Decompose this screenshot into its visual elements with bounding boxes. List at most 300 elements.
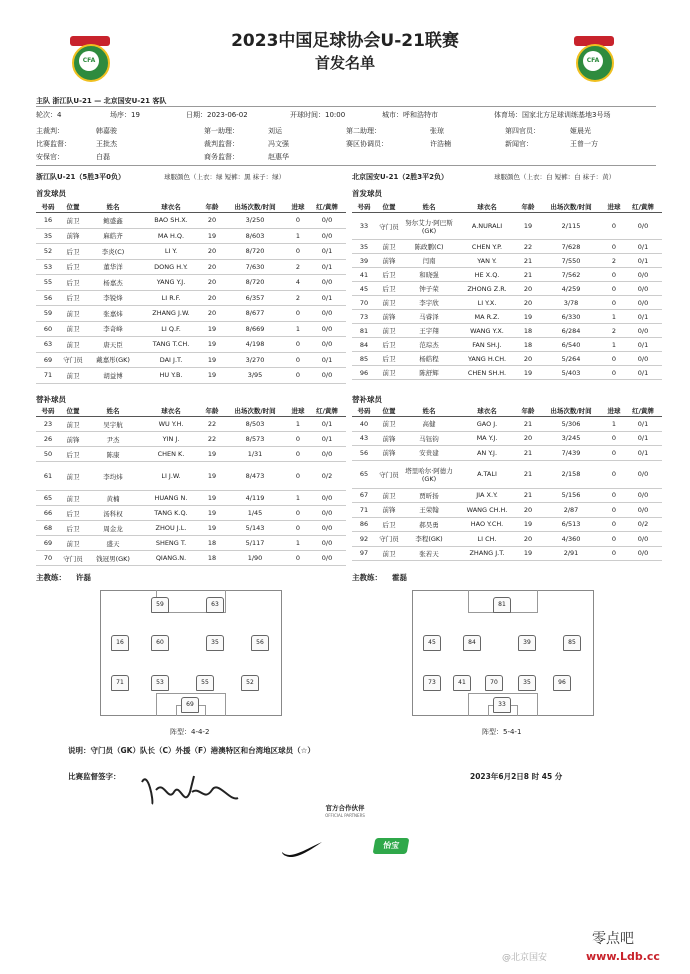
table-cell: LI CH.	[456, 532, 518, 547]
table-row	[36, 491, 346, 506]
table-cell: GAO J.	[456, 417, 518, 432]
table-cell: 7/562	[538, 268, 604, 282]
table-row	[36, 462, 346, 491]
table-cell: 0/1	[624, 446, 662, 461]
table-cell: 0/0	[308, 536, 346, 551]
table-cell: 0/1	[308, 417, 346, 432]
security: 白磊	[96, 153, 110, 161]
table-cell: 3/250	[222, 213, 288, 229]
shirt-icon: 16	[111, 635, 129, 651]
table-cell: 0	[604, 282, 624, 296]
table-cell: 97	[352, 546, 376, 561]
refsup: 冯文强	[268, 140, 289, 148]
table-cell: 19	[518, 546, 538, 561]
col-header: 球衣名	[456, 405, 518, 417]
table-cell: A.TALI	[456, 460, 518, 488]
table-cell: 0	[604, 517, 624, 532]
table-cell: 21	[518, 460, 538, 488]
col-header: 姓名	[86, 405, 140, 417]
table-cell: 鲍盛鑫	[86, 213, 140, 229]
table-cell: 0	[604, 503, 624, 518]
shirt-icon: 85	[563, 635, 581, 651]
table-cell: 0	[288, 551, 308, 566]
table-cell: 5/117	[222, 536, 288, 551]
table-cell: 18	[202, 536, 222, 551]
table-cell: 后卫	[60, 259, 86, 275]
away-team-line: 北京国安U-21（2胜3平2负）	[352, 173, 448, 181]
away-coach-label: 主教练：	[352, 573, 382, 582]
table-cell: 19	[518, 517, 538, 532]
table-cell: 63	[36, 337, 60, 353]
table-cell: 钱冠男(GK)	[86, 551, 140, 566]
table-cell: MA R.Z.	[456, 310, 518, 324]
table-cell: FAN SH.J.	[456, 338, 518, 352]
table-cell: 守门员	[60, 352, 86, 368]
table-cell: 前卫	[60, 213, 86, 229]
table-cell: 96	[352, 366, 376, 380]
table-cell: 7/630	[222, 259, 288, 275]
table-cell: 4/119	[222, 491, 288, 506]
away-starters-table	[352, 201, 662, 380]
col-header: 进球	[288, 201, 308, 213]
table-cell: YAN Y.	[456, 254, 518, 268]
shirt-icon: 70	[485, 675, 503, 691]
table-row	[36, 337, 346, 353]
table-cell: 0/0	[624, 282, 662, 296]
yibao-logo: 怡宝	[373, 838, 410, 854]
table-cell: 0/1	[624, 431, 662, 446]
table-cell: 0	[288, 521, 308, 536]
away-kit: 球服颜色（上衣：白 短裤：白 袜子：黄）	[494, 173, 616, 181]
table-cell: 1	[288, 417, 308, 432]
col-header: 球衣名	[140, 405, 202, 417]
kickoff: 开球时间：10:00	[290, 111, 346, 119]
cfa-logo-right: CFA	[572, 36, 616, 90]
table-cell: 1/90	[222, 551, 288, 566]
table-row	[352, 532, 662, 547]
press-label: 新闻官：	[505, 140, 533, 148]
venue-mgr-label: 赛区协调员：	[346, 140, 388, 148]
table-cell: 后卫	[60, 290, 86, 306]
page-subtitle: 首发名单	[314, 54, 375, 72]
table-row	[36, 321, 346, 337]
col-header: 进球	[288, 405, 308, 417]
table-cell: WANG Y.X.	[456, 324, 518, 338]
table-cell: JIA X.Y.	[456, 488, 518, 503]
table-cell: 麻皓齐	[86, 228, 140, 244]
table-cell: LI Y.X.	[456, 296, 518, 310]
table-cell: 6/513	[538, 517, 604, 532]
table-row	[352, 282, 662, 296]
table-row	[352, 338, 662, 352]
home-kit: 球服颜色（上衣：绿 短裤：黑 袜子：绿）	[164, 173, 286, 181]
table-cell: MA H.Q.	[140, 228, 202, 244]
table-cell: 39	[352, 254, 376, 268]
col-header: 位置	[60, 201, 86, 213]
table-cell: CHEN K.	[140, 447, 202, 462]
table-cell: 0/0	[624, 324, 662, 338]
table-cell: 0/0	[308, 506, 346, 521]
table-cell: 20	[202, 213, 222, 229]
table-cell: 3/245	[538, 431, 604, 446]
table-cell: 20	[202, 259, 222, 275]
table-cell: 李炎(C)	[86, 244, 140, 260]
table-cell: MA Y.J.	[456, 431, 518, 446]
table-cell: 2	[288, 259, 308, 275]
table-cell: CHEN SH.H.	[456, 366, 518, 380]
table-cell: 73	[352, 310, 376, 324]
table-cell: 1	[604, 310, 624, 324]
weibo-watermark: @北京国安	[502, 953, 548, 963]
table-cell: 71	[352, 503, 376, 518]
table-cell: 0/1	[308, 432, 346, 447]
table-cell: 0	[604, 446, 624, 461]
fourth-label: 第四官员：	[505, 127, 540, 135]
table-cell: AN Y.J.	[456, 446, 518, 461]
table-cell: 84	[352, 338, 376, 352]
table-row	[352, 254, 662, 268]
table-cell: 0/0	[624, 213, 662, 240]
table-cell: 0/0	[624, 268, 662, 282]
table-row	[36, 551, 346, 566]
table-cell: 前卫	[60, 462, 86, 491]
table-cell: 0	[604, 488, 624, 503]
table-cell: 1	[288, 228, 308, 244]
table-cell: 和晓强	[402, 268, 456, 282]
table-cell: 0/1	[308, 259, 346, 275]
table-cell: 16	[36, 213, 60, 229]
table-cell: 5/306	[538, 417, 604, 432]
table-cell: 0	[604, 366, 624, 380]
table-cell: ZHOU J.L.	[140, 521, 202, 536]
table-cell: 1	[288, 321, 308, 337]
table-cell: 后卫	[60, 275, 86, 291]
table-cell: 0	[288, 306, 308, 322]
table-cell: 59	[36, 306, 60, 322]
table-row	[36, 213, 346, 229]
table-cell: 19	[202, 521, 222, 536]
table-cell: 5/143	[222, 521, 288, 536]
table-cell: 70	[352, 296, 376, 310]
press: 王曾一方	[570, 140, 598, 148]
table-cell: 0/0	[308, 321, 346, 337]
table-cell: HU Y.B.	[140, 368, 202, 384]
col-header: 年龄	[202, 405, 222, 417]
table-cell: 18	[518, 324, 538, 338]
table-cell: 22	[518, 240, 538, 254]
table-cell: 0/0	[624, 546, 662, 561]
table-cell: 前锋	[60, 432, 86, 447]
table-cell: 20	[518, 503, 538, 518]
table-cell: 69	[36, 536, 60, 551]
table-cell: 19	[202, 321, 222, 337]
table-cell: 0	[288, 447, 308, 462]
table-cell: 前卫	[376, 240, 402, 254]
table-cell: 18	[518, 338, 538, 352]
referee-label: 主裁判：	[36, 127, 64, 135]
field-no: 场序：19	[110, 111, 140, 119]
table-cell: LI R.F.	[140, 290, 202, 306]
table-cell: 45	[352, 282, 376, 296]
table-cell: 8/503	[222, 417, 288, 432]
table-cell: 前锋	[376, 254, 402, 268]
col-header: 出场次数/时间	[222, 201, 288, 213]
table-cell: 贾昕扬	[402, 488, 456, 503]
shirt-icon: 59	[151, 597, 169, 613]
table-cell: 26	[36, 432, 60, 447]
table-cell: 85	[352, 352, 376, 366]
table-cell: 21	[518, 417, 538, 432]
table-cell: 0/0	[624, 532, 662, 547]
table-cell: 前卫	[60, 417, 86, 432]
venue: 体育场：国家北方足球训练基地3号场	[494, 111, 611, 119]
table-cell: 19	[202, 228, 222, 244]
signed-at: 2023年6月2日8 时 45 分	[470, 772, 563, 781]
table-row	[352, 268, 662, 282]
table-cell: 范琮杰	[402, 338, 456, 352]
table-cell: 19	[202, 491, 222, 506]
table-cell: 6/330	[538, 310, 604, 324]
table-cell: 0/0	[624, 460, 662, 488]
table-cell: 65	[36, 491, 60, 506]
signature-label: 比赛监督签字：	[68, 772, 121, 781]
table-cell: 0/0	[308, 447, 346, 462]
table-cell: HAO Y.CH.	[456, 517, 518, 532]
table-cell: 0	[604, 268, 624, 282]
home-coach-label: 主教练：	[36, 573, 66, 582]
col-header: 姓名	[402, 201, 456, 213]
table-cell: 20	[202, 306, 222, 322]
table-cell: 8/677	[222, 306, 288, 322]
table-row	[36, 275, 346, 291]
col-header: 位置	[376, 201, 402, 213]
table-cell: LI Q.F.	[140, 321, 202, 337]
table-cell: 22	[202, 432, 222, 447]
table-cell: 0/2	[624, 517, 662, 532]
table-cell: 18	[202, 551, 222, 566]
table-cell: 56	[36, 290, 60, 306]
home-starters-heading: 首发球员	[36, 189, 66, 198]
table-cell: 李锐烽	[86, 290, 140, 306]
table-cell: 7/439	[538, 446, 604, 461]
shirt-icon: 69	[181, 697, 199, 713]
table-cell: 20	[518, 532, 538, 547]
home-pitch	[100, 590, 282, 716]
table-cell: 前锋	[376, 503, 402, 518]
table-cell: 19	[518, 213, 538, 240]
table-cell: ZHANG J.W.	[140, 306, 202, 322]
table-cell: 3/270	[222, 352, 288, 368]
table-row	[352, 324, 662, 338]
shirt-icon: 81	[493, 597, 511, 613]
page-title: 2023中国足球协会U-21联赛	[231, 31, 459, 51]
legend-note: 说明：守门员（GK）队长（C）外援（F）港澳特区和台湾地区球员（☆）	[68, 746, 315, 755]
commercial: 赵惠华	[268, 153, 289, 161]
table-cell: 黄楠	[86, 491, 140, 506]
table-cell: 胡益博	[86, 368, 140, 384]
table-cell: 高健	[402, 417, 456, 432]
table-cell: 21	[518, 268, 538, 282]
col-header: 号码	[352, 405, 376, 417]
table-cell: 8/720	[222, 275, 288, 291]
table-cell: 0/0	[308, 491, 346, 506]
shirt-icon: 35	[518, 675, 536, 691]
table-cell: 唐天臣	[86, 337, 140, 353]
table-cell: 0	[604, 213, 624, 240]
table-cell: QIANG.N.	[140, 551, 202, 566]
table-cell: 1	[288, 491, 308, 506]
table-cell: 前卫	[60, 368, 86, 384]
supervisor: 王批杰	[96, 140, 117, 148]
table-cell: 0/1	[624, 417, 662, 432]
away-formation: 阵型：5-4-1	[482, 728, 522, 736]
table-cell: 52	[36, 244, 60, 260]
shirt-icon: 55	[196, 675, 214, 691]
home-team-line: 浙江队U-21（5胜3平0负）	[36, 173, 125, 181]
table-cell: 盛天	[86, 536, 140, 551]
table-cell: 0/0	[308, 306, 346, 322]
table-cell: 41	[352, 268, 376, 282]
table-cell: 0	[288, 352, 308, 368]
col-header: 球衣名	[456, 201, 518, 213]
table-cell: DONG H.Y.	[140, 259, 202, 275]
table-cell: 0	[288, 213, 308, 229]
table-cell: 陈舒辉	[402, 366, 456, 380]
table-cell: 1	[604, 338, 624, 352]
col-header: 出场次数/时间	[538, 405, 604, 417]
nike-logo	[280, 838, 324, 858]
table-cell: 20	[518, 352, 538, 366]
table-cell: 0/1	[308, 352, 346, 368]
table-cell: 前锋	[376, 431, 402, 446]
table-cell: LI J.W.	[140, 462, 202, 491]
table-row	[352, 310, 662, 324]
table-cell: 0	[288, 244, 308, 260]
table-cell: 40	[352, 417, 376, 432]
ar2-label: 第二助理：	[346, 127, 381, 135]
table-cell: ZHANG J.T.	[456, 546, 518, 561]
ar1-label: 第一助理：	[204, 127, 239, 135]
shirt-icon: 33	[493, 697, 511, 713]
table-cell: 4/259	[538, 282, 604, 296]
table-cell: 后卫	[376, 268, 402, 282]
table-cell: 马钰钧	[402, 431, 456, 446]
table-cell: 20	[202, 244, 222, 260]
table-cell: 20	[518, 431, 538, 446]
home-formation: 阵型：4-4-2	[170, 728, 210, 736]
col-header: 进球	[604, 201, 624, 213]
table-cell: 钟子荣	[402, 282, 456, 296]
cfa-logo-left: CFA	[68, 36, 112, 90]
table-cell: 王宇翔	[402, 324, 456, 338]
table-cell: 1/45	[222, 506, 288, 521]
col-header: 红/黄牌	[308, 201, 346, 213]
table-cell: 60	[36, 321, 60, 337]
table-cell: 6/540	[538, 338, 604, 352]
table-cell: 35	[352, 240, 376, 254]
table-cell: 71	[36, 368, 60, 384]
table-row	[352, 431, 662, 446]
table-row	[352, 352, 662, 366]
table-cell: CHEN Y.P.	[456, 240, 518, 254]
table-cell: 守门员	[376, 460, 402, 488]
table-cell: HE X.Q.	[456, 268, 518, 282]
table-cell: 2	[604, 324, 624, 338]
table-cell: 前卫	[60, 337, 86, 353]
table-cell: 闫南	[402, 254, 456, 268]
table-cell: ZHONG Z.R.	[456, 282, 518, 296]
table-cell: 2/87	[538, 503, 604, 518]
table-cell: 0/0	[308, 551, 346, 566]
table-cell: 8/603	[222, 228, 288, 244]
table-cell: 前卫	[376, 324, 402, 338]
away-starters-heading: 首发球员	[352, 189, 382, 198]
table-cell: 0	[288, 368, 308, 384]
shirt-icon: 53	[151, 675, 169, 691]
table-cell: 6/284	[538, 324, 604, 338]
table-cell: 2	[288, 290, 308, 306]
table-cell: 李奇峰	[86, 321, 140, 337]
table-cell: 0	[604, 532, 624, 547]
shirt-icon: 60	[151, 635, 169, 651]
table-cell: 5/156	[538, 488, 604, 503]
table-cell: 19	[202, 368, 222, 384]
table-cell: HUANG N.	[140, 491, 202, 506]
table-cell: 23	[36, 417, 60, 432]
table-cell: 李程(GK)	[402, 532, 456, 547]
table-cell: DAI J.T.	[140, 352, 202, 368]
col-header: 位置	[376, 405, 402, 417]
home-coach: 许磊	[76, 573, 91, 582]
table-cell: 马睿泽	[402, 310, 456, 324]
table-cell: 20	[518, 282, 538, 296]
table-cell: 杨嘉杰	[86, 275, 140, 291]
table-cell: 董华洋	[86, 259, 140, 275]
table-cell: 4	[288, 275, 308, 291]
table-cell: 19	[202, 337, 222, 353]
table-cell: 19	[202, 462, 222, 491]
col-header: 球衣名	[140, 201, 202, 213]
table-cell: 0/0	[308, 213, 346, 229]
partners-label-en: OFFICIAL PARTNERS	[325, 813, 365, 818]
ar2: 张琼	[430, 127, 444, 135]
table-cell: 67	[352, 488, 376, 503]
ar1: 刘运	[268, 127, 282, 135]
table-cell: 前卫	[376, 488, 402, 503]
table-cell: 35	[36, 228, 60, 244]
table-cell: 8/720	[222, 244, 288, 260]
table-cell: 2/115	[538, 213, 604, 240]
date: 日期：2023-06-02	[186, 111, 248, 119]
shirt-icon: 35	[206, 635, 224, 651]
table-cell: 4/360	[538, 532, 604, 547]
table-cell: 3/78	[538, 296, 604, 310]
shirt-icon: 56	[251, 635, 269, 651]
table-cell: 33	[352, 213, 376, 240]
table-row	[36, 259, 346, 275]
shirt-icon: 63	[206, 597, 224, 613]
table-row	[36, 368, 346, 384]
col-header: 位置	[60, 405, 86, 417]
col-header: 姓名	[86, 201, 140, 213]
watermark-url: www.Ldb.cc	[586, 950, 660, 963]
table-cell: 0	[604, 296, 624, 310]
table-cell: 0	[604, 546, 624, 561]
shirt-icon: 71	[111, 675, 129, 691]
table-cell: 0/0	[624, 503, 662, 518]
table-cell: 后卫	[376, 517, 402, 532]
table-row	[36, 432, 346, 447]
